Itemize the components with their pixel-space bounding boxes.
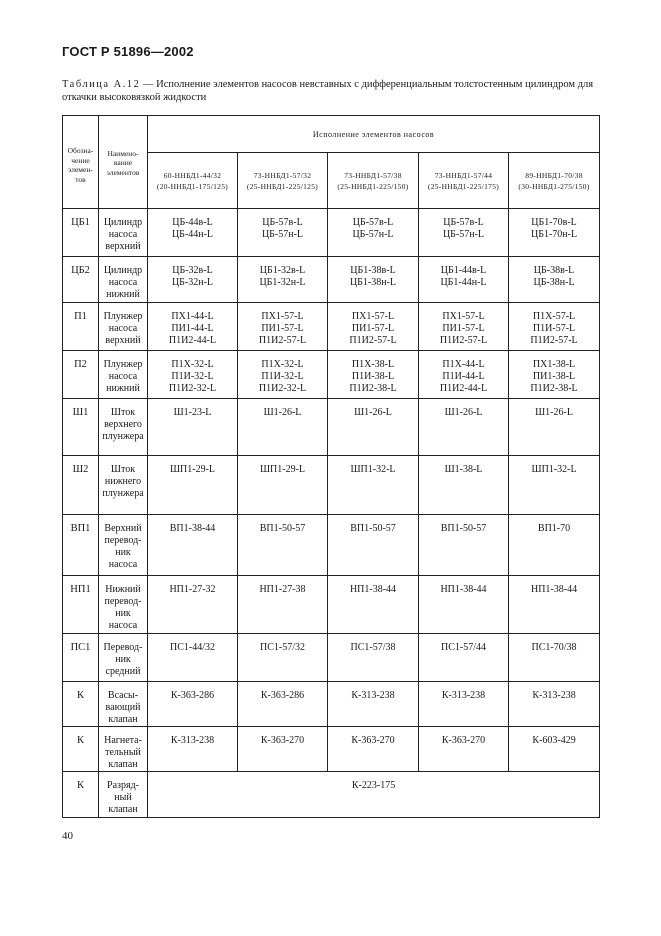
execution-cell-3 [328, 351, 419, 399]
execution-cell-3 [328, 515, 419, 576]
execution-cell-1 [148, 515, 238, 576]
element-name-cell [99, 634, 148, 682]
execution-cell-4 [419, 682, 509, 727]
execution-value: ЦБ1-38в-L ЦБ1-38н-L [349, 265, 397, 288]
execution-value: ПС1-57/44 [441, 642, 486, 653]
execution-value: ЦБ1-44в-L ЦБ1-44н-L [440, 265, 487, 288]
execution-value: ПХ1-57-L ПИ1-57-L П1И2-57-L [258, 311, 307, 346]
element-name-cell [99, 209, 148, 257]
table-row [63, 209, 600, 257]
table-row [63, 351, 600, 399]
element-name-cell [99, 257, 148, 303]
table-row [63, 399, 600, 456]
header-model-2: 73-ННБД1-57/32 (25-ННБД1-225/125) [238, 153, 328, 209]
element-name-text: Цилиндр насоса нижний [103, 265, 143, 300]
designation-text: ЦБ2 [71, 265, 90, 276]
execution-value: НП1-27-38 [259, 584, 306, 595]
execution-value: НП1-38-44 [440, 584, 487, 595]
designation-cell [63, 351, 99, 399]
execution-cell-3 [328, 399, 419, 456]
execution-value: П1Х-32-L П1И-32-L П1И2-32-L [258, 359, 307, 394]
execution-value: Ш1-26-L [263, 407, 302, 418]
execution-value: ЦБ-57в-L ЦБ-57н-L [261, 217, 304, 240]
execution-cell-5 [509, 351, 600, 399]
execution-value: ПХ1-44-L ПИ1-44-L П1И2-44-L [168, 311, 217, 346]
execution-value: НП1-38-44 [349, 584, 397, 595]
header-model-3: 73-ННБД1-57/38 (25-ННБД1-225/150) [328, 153, 419, 209]
designation-text: К [76, 690, 84, 701]
execution-cell-2 [238, 456, 328, 515]
designation-cell [63, 209, 99, 257]
execution-cell-1 [148, 576, 238, 634]
execution-value: ВП1-38-44 [169, 523, 216, 534]
execution-cell-5 [509, 634, 600, 682]
execution-cell-1 [148, 303, 238, 351]
execution-cell-1 [148, 456, 238, 515]
execution-cell-1 [148, 351, 238, 399]
execution-value: ПС1-57/32 [260, 642, 305, 653]
execution-value: ВП1-50-57 [350, 523, 396, 534]
header-designation-text: Обозна- чение элемен- тов [67, 146, 94, 184]
table-caption [62, 78, 602, 104]
designation-cell [63, 576, 99, 634]
execution-value: ВП1-50-57 [440, 523, 487, 534]
execution-cell-5 [509, 399, 600, 456]
execution-value: Ш1-26-L [535, 407, 573, 418]
execution-value: ЦБ-38в-L ЦБ-38н-L [533, 265, 575, 288]
element-name-cell [99, 772, 148, 818]
execution-cell-3 [328, 456, 419, 515]
designation-cell [63, 303, 99, 351]
element-name-cell [99, 682, 148, 727]
table-row [63, 727, 600, 772]
element-name-text: Нагнета- тельный клапан [104, 735, 142, 770]
execution-cell-2 [238, 303, 328, 351]
designation-cell [63, 257, 99, 303]
execution-value: НП1-38-44 [530, 584, 578, 595]
execution-value: К-313-238 [351, 690, 395, 701]
execution-value: ПХ1-57-L ПИ1-57-L П1И2-57-L [349, 311, 397, 346]
table-row [63, 576, 600, 634]
execution-value: ВП1-70 [537, 523, 571, 534]
execution-value: НП1-27-32 [169, 584, 216, 595]
execution-merged-cell [148, 772, 600, 818]
execution-cell-5 [509, 257, 600, 303]
element-name-text: Нижний перевод- ник насоса [104, 584, 142, 631]
execution-cell-1 [148, 727, 238, 772]
designation-cell [63, 515, 99, 576]
execution-cell-1 [148, 634, 238, 682]
execution-value: К-363-270 [260, 735, 305, 746]
designation-text: К [76, 780, 84, 791]
execution-cell-4 [419, 634, 509, 682]
element-name-text: Шток нижнего плунжера [102, 464, 144, 499]
execution-cell-5 [509, 576, 600, 634]
execution-cell-4 [419, 727, 509, 772]
execution-cell-5 [509, 727, 600, 772]
execution-value: К-313-238 [532, 690, 576, 701]
execution-value: ПХ1-57-L ПИ1-57-L П1И2-57-L [439, 311, 488, 346]
execution-value: ШП1-29-L [169, 464, 216, 475]
execution-cell-4 [419, 515, 509, 576]
designation-cell [63, 634, 99, 682]
execution-value: К-603-429 [532, 735, 576, 746]
element-name-cell [99, 303, 148, 351]
header-name [99, 116, 148, 209]
execution-cell-4 [419, 351, 509, 399]
designation-text: Ш2 [72, 464, 89, 475]
execution-cell-3 [328, 634, 419, 682]
execution-cell-3 [328, 257, 419, 303]
execution-cell-1 [148, 209, 238, 257]
execution-value: Ш1-26-L [444, 407, 483, 418]
designation-text: К [76, 735, 84, 746]
execution-cell-4 [419, 576, 509, 634]
header-name-text: Наимено- вание элементов [106, 148, 140, 177]
designation-text: ВП1 [70, 523, 91, 534]
execution-value: К-313-238 [170, 735, 215, 746]
execution-value: ЦБ1-32в-L ЦБ1-32н-L [259, 265, 306, 288]
header-model-4: 73-ННБД1-57/44 (25-ННБД1-225/175) [419, 153, 509, 209]
element-name-text: Цилиндр насоса верхний [103, 217, 143, 252]
table-row [63, 456, 600, 515]
execution-value: К-363-270 [351, 735, 395, 746]
execution-cell-1 [148, 682, 238, 727]
element-name-cell [99, 351, 148, 399]
page-number: 40 [62, 830, 73, 842]
execution-value: П1Х-44-L П1И-44-L П1И2-44-L [439, 359, 488, 394]
execution-cell-2 [238, 515, 328, 576]
execution-cell-2 [238, 399, 328, 456]
designation-text: ЦБ1 [71, 217, 90, 228]
designation-cell [63, 399, 99, 456]
execution-value: ШП1-32-L [350, 464, 396, 475]
execution-cell-3 [328, 576, 419, 634]
execution-value: ЦБ-57в-L ЦБ-57н-L [352, 217, 394, 240]
designation-text: П1 [74, 311, 87, 322]
designation-text: ПС1 [70, 642, 91, 653]
table-label: Таблица А.12 [62, 79, 141, 90]
execution-value: К-363-286 [170, 690, 215, 701]
designation-cell [63, 772, 99, 818]
execution-value: ШП1-32-L [531, 464, 577, 475]
execution-cell-5 [509, 682, 600, 727]
header-designation [63, 116, 99, 209]
elements-table [62, 115, 600, 818]
execution-cell-3 [328, 727, 419, 772]
execution-cell-4 [419, 209, 509, 257]
execution-cell-2 [238, 634, 328, 682]
execution-cell-4 [419, 257, 509, 303]
execution-cell-2 [238, 576, 328, 634]
table-row [63, 682, 600, 727]
execution-cell-5 [509, 303, 600, 351]
execution-cell-4 [419, 456, 509, 515]
designation-cell [63, 727, 99, 772]
designation-cell [63, 682, 99, 727]
element-name-text: Перевод- ник средний [103, 642, 143, 677]
element-name-cell [99, 515, 148, 576]
element-name-text: Верхний перевод- ник насоса [104, 523, 142, 570]
execution-value: К-363-286 [260, 690, 305, 701]
execution-cell-3 [328, 682, 419, 727]
execution-value: П1Х-32-L П1И-32-L П1И2-32-L [168, 359, 217, 394]
element-name-cell [99, 727, 148, 772]
execution-cell-4 [419, 303, 509, 351]
execution-cell-3 [328, 209, 419, 257]
execution-value: К-363-270 [441, 735, 486, 746]
execution-value: Ш1-38-L [444, 464, 483, 475]
element-name-cell [99, 456, 148, 515]
designation-cell [63, 456, 99, 515]
table-row [63, 772, 600, 818]
table-body [63, 209, 600, 818]
element-name-text: Плунжер насоса нижний [103, 359, 143, 394]
table-row [63, 257, 600, 303]
element-name-cell [99, 399, 148, 456]
table-row [63, 634, 600, 682]
execution-value: Ш1-26-L [354, 407, 392, 418]
execution-value: ПХ1-38-L ПИ1-38-L П1И2-38-L [530, 359, 578, 394]
execution-cell-1 [148, 399, 238, 456]
execution-value: К-313-238 [441, 690, 486, 701]
element-name-text: Разряд- ный клапан [107, 780, 139, 815]
table-row [63, 303, 600, 351]
execution-cell-4 [419, 399, 509, 456]
execution-cell-2 [238, 682, 328, 727]
execution-cell-1 [148, 257, 238, 303]
execution-cell-2 [238, 257, 328, 303]
execution-value: ЦБ-44в-L ЦБ-44н-L [171, 217, 214, 240]
element-name-text: Шток верхнего плунжера [102, 407, 144, 442]
execution-value: ЦБ-32в-L ЦБ-32н-L [171, 265, 214, 288]
element-name-text: Всасы- вающий клапан [105, 690, 141, 725]
designation-text: П2 [74, 359, 87, 370]
execution-value: ПС1-57/38 [350, 642, 396, 653]
execution-cell-3 [328, 303, 419, 351]
execution-cell-5 [509, 456, 600, 515]
element-name-cell [99, 576, 148, 634]
execution-cell-2 [238, 727, 328, 772]
table-caption-text: — Исполнение элементов насосов невставных с дифференциальным толстостенным цилиндром для откачки высоковязкой жидкости [62, 79, 594, 103]
execution-value: ВП1-50-57 [259, 523, 306, 534]
element-name-text: Плунжер насоса верхний [103, 311, 143, 346]
execution-value: П1Х-57-L П1И-57-L П1И2-57-L [530, 311, 578, 346]
execution-value: ЦБ1-70в-L ЦБ1-70н-L [530, 217, 578, 240]
execution-value: К-223-175 [351, 780, 396, 791]
designation-text: Ш1 [72, 407, 89, 418]
document-header: ГОСТ Р 51896—2002 [62, 44, 194, 59]
execution-cell-5 [509, 209, 600, 257]
header-model-1: 60-ННБД1-44/32 (20-ННБД1-175/125) [148, 153, 238, 209]
designation-text: НП1 [70, 584, 91, 595]
execution-value: ПС1-70/38 [531, 642, 577, 653]
execution-value: П1Х-38-L П1И-38-L П1И2-38-L [349, 359, 397, 394]
header-model-5: 89-ННБД1-70/38 (30-ННБД1-275/150) [509, 153, 600, 209]
execution-value: Ш1-23-L [173, 407, 212, 418]
execution-value: ПС1-44/32 [170, 642, 215, 653]
header-execution-group: Исполнение элементов насосов [148, 116, 600, 153]
execution-value: ЦБ-57в-L ЦБ-57н-L [442, 217, 485, 240]
execution-value: ШП1-29-L [259, 464, 306, 475]
table-row [63, 515, 600, 576]
execution-cell-5 [509, 515, 600, 576]
execution-cell-2 [238, 351, 328, 399]
execution-cell-2 [238, 209, 328, 257]
